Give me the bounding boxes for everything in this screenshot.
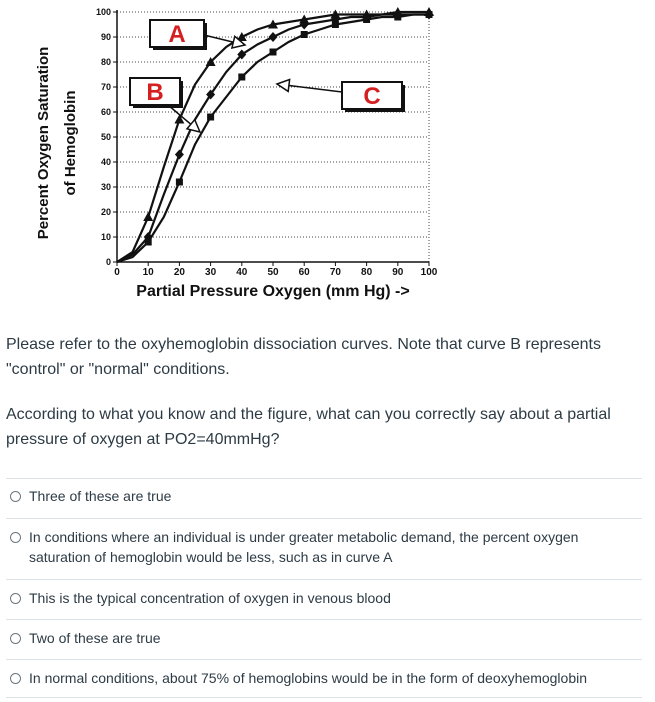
marker-point-a — [174, 115, 184, 124]
marker-point-b — [175, 150, 184, 160]
answer-label: Two of these are true — [29, 630, 161, 646]
y-tick-label: 20 — [100, 207, 111, 217]
x-tick-label: 30 — [205, 267, 217, 278]
answer-label: In conditions where an individual is under greater metabolic demand, the percent oxygen saturation of hemoglobin would be less, such as in curve A — [29, 529, 579, 565]
y-tick-label: 0 — [105, 257, 111, 267]
x-tick-label: 50 — [267, 267, 279, 278]
y-tick-label: 100 — [95, 7, 111, 17]
y-tick-label: 60 — [100, 107, 111, 117]
x-tick-label: 40 — [236, 267, 248, 278]
answer-option-venous-blood[interactable] — [6, 579, 642, 619]
answer-label: Three of these are true — [29, 488, 172, 504]
radio-button[interactable] — [10, 491, 21, 502]
marker-point-c — [145, 239, 152, 246]
marker-point-c — [426, 11, 433, 18]
curve-label-c: C — [363, 83, 381, 110]
curve-label-a: A — [168, 21, 186, 48]
callout-arrow-head-b — [187, 120, 200, 132]
answer-option-three-true[interactable] — [6, 478, 642, 518]
y-tick-label: 50 — [100, 132, 111, 142]
callout-arrow-head-c — [277, 80, 290, 92]
x-tick-label: 20 — [173, 267, 185, 278]
y-tick-label: 90 — [100, 32, 111, 42]
marker-point-b — [269, 32, 278, 42]
curve-label-b: B — [146, 79, 164, 106]
marker-point-c — [238, 74, 245, 81]
radio-button[interactable] — [10, 593, 21, 604]
x-tick-label: 90 — [392, 267, 404, 278]
y-tick-label: 70 — [100, 82, 111, 92]
marker-point-c — [363, 16, 370, 23]
y-tick-label: 10 — [100, 232, 111, 242]
y-tick-label: 40 — [100, 157, 111, 167]
marker-point-c — [394, 14, 401, 21]
marker-point-c — [176, 179, 183, 186]
x-tick-label: 60 — [298, 267, 310, 278]
marker-point-c — [332, 21, 339, 28]
y-axis-title-line-1: Percent Oxygen Saturation — [35, 46, 52, 240]
x-tick-label: 80 — [361, 267, 373, 278]
x-tick-label: 70 — [329, 267, 341, 278]
answer-label: In normal conditions, about 75% of hemoglobins would be in the form of deoxyhemoglobin — [29, 670, 588, 686]
answer-option-two-true[interactable] — [6, 619, 642, 659]
marker-point-a — [143, 212, 153, 221]
radio-button[interactable] — [10, 673, 21, 684]
x-tick-label: 10 — [142, 267, 154, 278]
x-axis-title: Partial Pressure Oxygen (mm Hg) -> — [136, 283, 410, 300]
question-paragraph-2: According to what you know and the figure, what can you correctly say about a partial pressure of oxygen at PO2=40mmHg? — [6, 406, 611, 448]
answer-label: This is the typical concentration of oxygen in venous blood — [29, 590, 391, 606]
question-paragraph-1: Please refer to the oxyhemoglobin dissociation curves. Note that curve B represents "control" or "normal" conditions. — [6, 336, 601, 378]
answer-option-deoxyhemoglobin[interactable] — [6, 659, 642, 698]
y-axis-title-line-2: of Hemoglobin — [62, 90, 79, 196]
x-tick-label: 100 — [420, 267, 438, 278]
y-tick-label: 30 — [100, 182, 111, 192]
y-tick-label: 80 — [100, 57, 111, 67]
radio-button[interactable] — [10, 633, 21, 644]
oxyhemoglobin-chart — [0, 0, 655, 310]
answer-list — [6, 478, 642, 698]
x-tick-label: 0 — [114, 267, 120, 278]
marker-point-c — [301, 31, 308, 38]
chart-svg — [0, 0, 655, 310]
marker-point-c — [270, 49, 277, 56]
answer-option-metabolic-demand[interactable] — [6, 518, 642, 579]
radio-button[interactable] — [10, 532, 21, 543]
marker-point-c — [207, 114, 214, 121]
